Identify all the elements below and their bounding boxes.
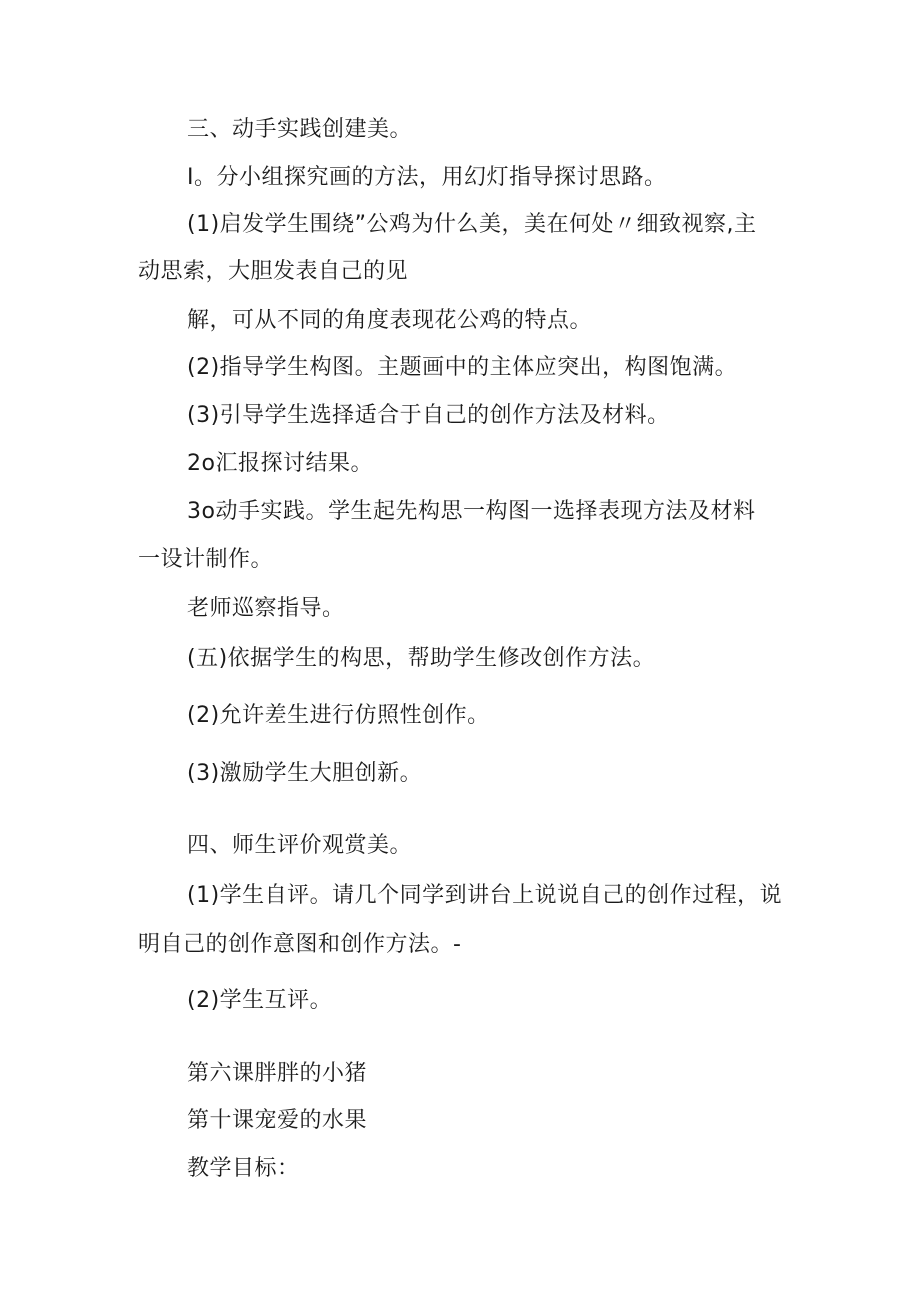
paragraph-line: 3o动手实践。学生起先构思一构图一选择表现方法及材料: [187, 499, 756, 524]
paragraph-line: 一设计制作。: [138, 547, 274, 572]
paragraph-line: (3)引导学生选择适合于自己的创作方法及材料。: [187, 403, 670, 428]
paragraph-line: 动思索，大胆发表自己的见: [138, 259, 409, 284]
paragraph-line: (1)启发学生围绕”公鸡为什么美，美在何处〃细致视察,主: [187, 212, 757, 237]
paragraph-line: (2)学生互评。: [187, 988, 333, 1013]
paragraph-line: 老师巡察指导。: [187, 596, 345, 621]
paragraph-line: 明自己的创作意图和创作方法。-: [138, 932, 462, 957]
teaching-goals-heading: 教学目标：: [187, 1156, 300, 1181]
paragraph-line: 解，可从不同的角度表现花公鸡的特点。: [187, 308, 593, 333]
lesson-title: 第六课胖胖的小猪: [187, 1061, 368, 1086]
paragraph-line: 2o汇报探讨结果。: [187, 451, 373, 476]
paragraph-line: (1)学生自评。请几个同学到讲台上说说自己的创作过程，说: [187, 883, 783, 908]
section-heading-4: 四、师生评价观赏美。: [187, 833, 413, 858]
lesson-title: 第十课宠爱的水果: [187, 1108, 368, 1133]
paragraph-line: (2)允许差生进行仿照性创作。: [187, 703, 490, 728]
paragraph-line: (2)指导学生构图。主题画中的主体应突出，构图饱满。: [187, 355, 738, 380]
paragraph-line: (3)激励学生大胆创新。: [187, 761, 423, 786]
paragraph-line: I。分小组探究画的方法，用幻灯指导探讨思路。: [187, 165, 667, 190]
section-heading-3: 三、动手实践创建美。: [187, 117, 413, 142]
paragraph-line: (五)依据学生的构思，帮助学生修改创作方法。: [187, 646, 656, 671]
